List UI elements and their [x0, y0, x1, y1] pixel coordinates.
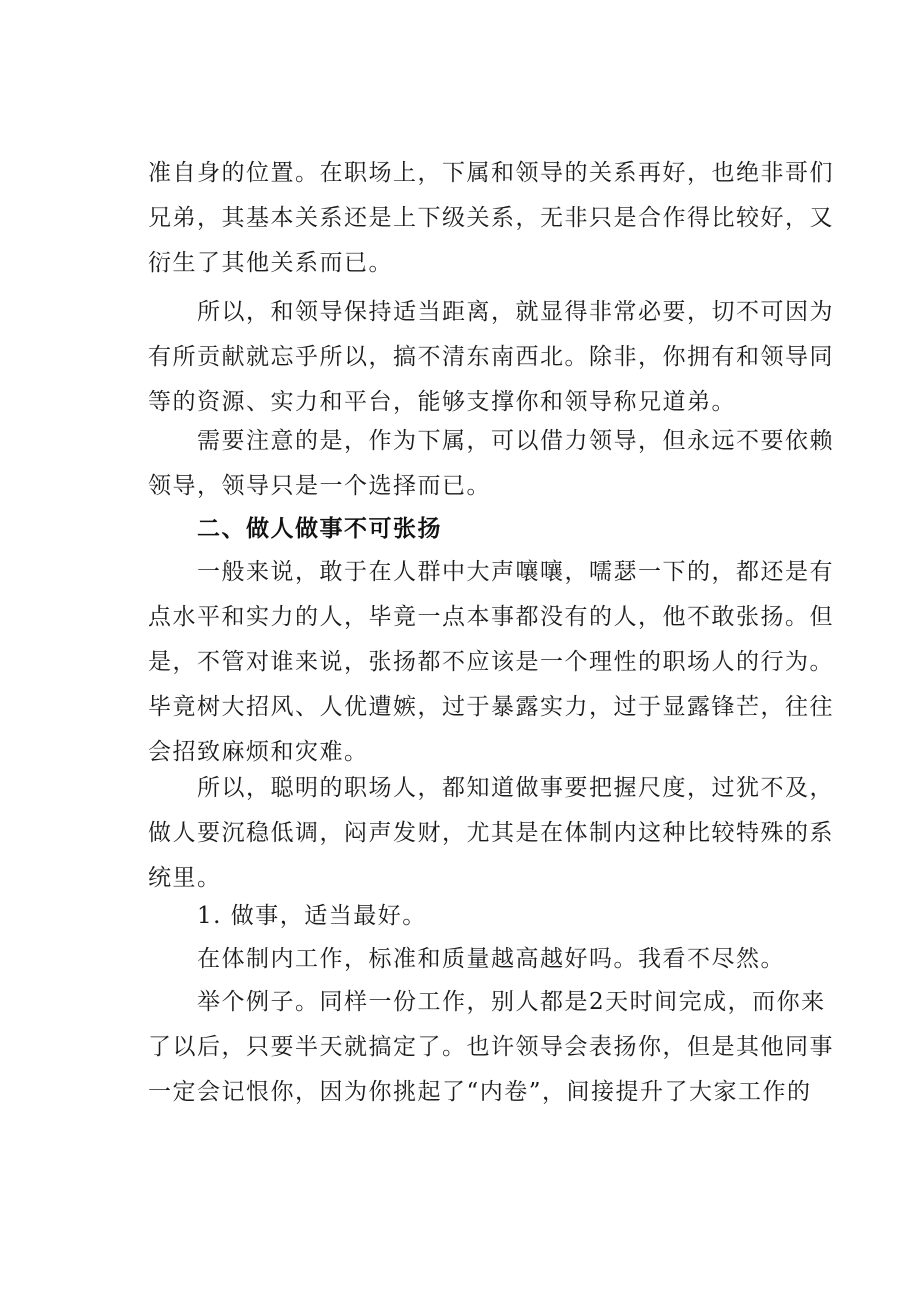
text-line: 一般来说，敢于在人群中大声嚷嚷，嚅瑟一下的，都还是有 — [197, 559, 834, 585]
paragraph-position-continuation — [148, 151, 834, 286]
text-line: 毕竟树大招风、人优遭嫉，过于暴露实力，过于显露锋芒，往往 — [148, 694, 834, 720]
paragraph-keep-distance — [148, 290, 834, 425]
text-line: 领导，领导只是一个选择而已。 — [148, 473, 491, 499]
paragraph-example — [148, 980, 834, 1115]
text-line: 兄弟，其基本关系还是上下级关系，无非只是合作得比较好，又 — [148, 205, 834, 231]
text-line: 举个例子。同样一份工作，别人都是2天时间完成，而你来 — [197, 989, 826, 1015]
subheading-item-1 — [148, 894, 808, 939]
text-line: 会招致麻烦和灾难。 — [148, 739, 369, 765]
text-line: 衍生了其他关系而已。 — [148, 250, 393, 276]
paragraph-do-not-rely — [148, 419, 834, 509]
text-line: 1. 做事，适当最好。 — [197, 903, 427, 929]
text-line: 在体制内工作，标准和质量越高越好吗。我看不尽然。 — [197, 946, 785, 972]
text-line: 需要注意的是，作为下属，可以借力领导，但永远不要依赖 — [197, 428, 834, 454]
text-line: 等的资源、实力和平台，能够支撑你和领导称兄道弟。 — [148, 389, 736, 415]
section-heading: 二、做人做事不可张扬 — [197, 516, 442, 542]
text-line: 统里。 — [148, 865, 222, 891]
text-line: 是，不管对谁来说，张扬都不应该是一个理性的职场人的行为。 — [148, 649, 834, 675]
text-line: 点水平和实力的人，毕竟一点本事都没有的人，他不敢张扬。但 — [148, 604, 834, 630]
text-line: 所以，聪明的职场人，都知道做事要把握尺度，过犹不及， — [197, 775, 834, 801]
text-line: 做人要沉稳低调，闷声发财，尤其是在体制内这种比较特殊的系 — [148, 820, 834, 846]
paragraph-smart-worker — [148, 766, 834, 901]
text-line: 准自身的位置。在职场上，下属和领导的关系再好，也绝非哥们 — [148, 160, 834, 186]
paragraph-standards — [148, 937, 808, 982]
text-line: 有所贡献就忘乎所以，搞不清东南西北。除非，你拥有和领导同 — [148, 344, 834, 370]
paragraph-not-show-off — [148, 550, 834, 775]
text-line: 一定会记恨你，因为你挑起了“内卷”，间接提升了大家工作的 — [148, 1079, 812, 1105]
text-line: 所以，和领导保持适当距离，就显得非常必要，切不可因为 — [197, 299, 834, 325]
text-line: 了以后，只要半天就搞定了。也许领导会表扬你，但是其他同事 — [148, 1034, 834, 1060]
